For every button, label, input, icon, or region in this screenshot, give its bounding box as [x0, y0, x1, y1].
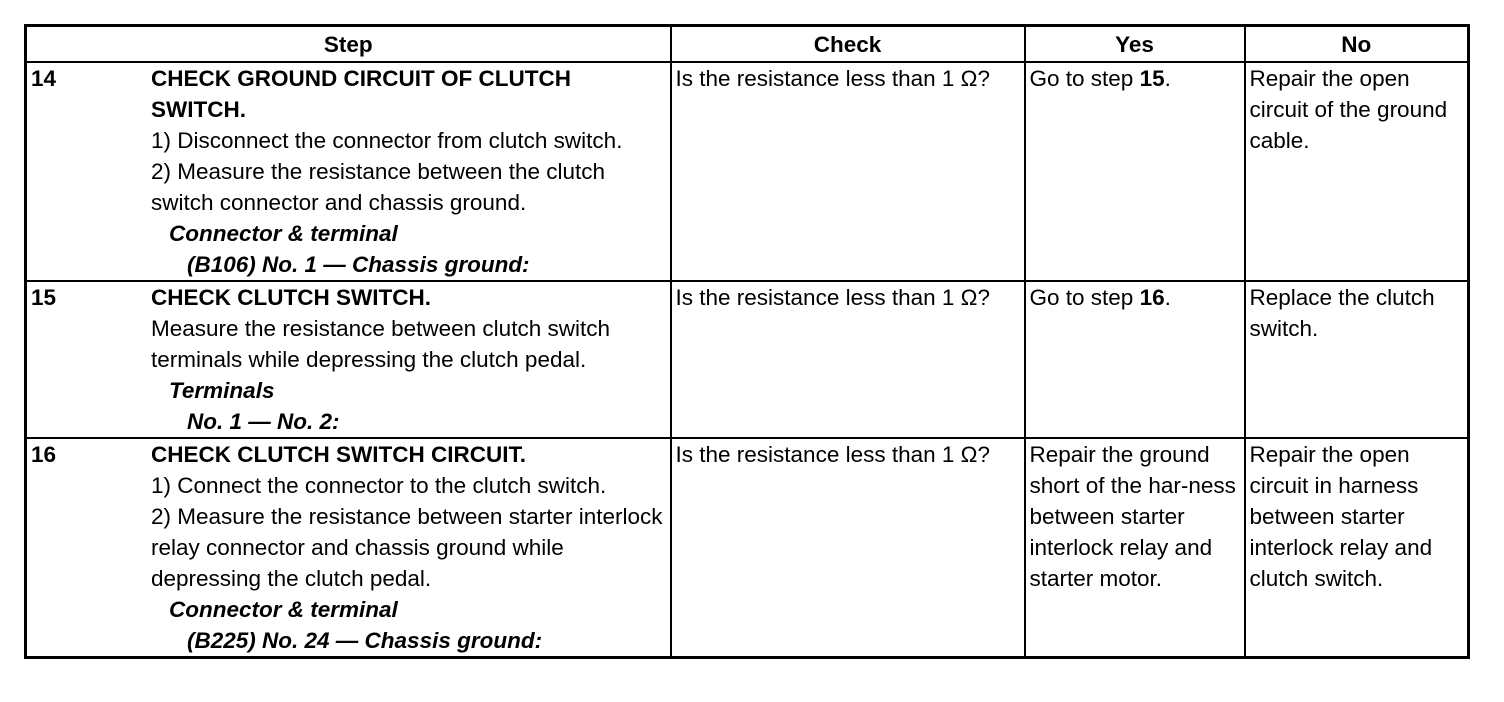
- table-row: [26, 281, 1469, 438]
- check-cell: Is the resistance less than 1 Ω?: [671, 281, 1025, 438]
- step-title: CHECK CLUTCH SWITCH CIRCUIT.: [151, 442, 526, 467]
- no-cell: Repair the open circuit in harness between starter interlock relay and clutch switch.: [1245, 438, 1469, 658]
- diagnostic-table: [24, 24, 1470, 659]
- step-title: CHECK CLUTCH SWITCH.: [151, 285, 431, 310]
- header-no: No: [1245, 26, 1469, 63]
- step-cell: [26, 281, 671, 438]
- table-row: [26, 438, 1469, 658]
- step-instruction: Measure the resistance between clutch switch terminals while depressing the clutch pedal.: [151, 316, 610, 372]
- no-cell: Repair the open circuit of the ground cable.: [1245, 62, 1469, 281]
- step-instruction: 2) Measure the resistance between starter interlock relay connector and chassis ground while depressing the clutch pedal.: [151, 504, 663, 591]
- no-cell: Replace the clutch switch.: [1245, 281, 1469, 438]
- spec-value: No. 1 — No. 2:: [187, 409, 340, 434]
- step-instruction: 2) Measure the resistance between the clutch switch connector and chassis ground.: [151, 159, 605, 215]
- yes-cell: Repair the ground short of the har-ness between starter interlock relay and starter motor.: [1025, 438, 1245, 658]
- step-cell: [26, 62, 671, 281]
- header-yes: Yes: [1025, 26, 1245, 63]
- yes-prefix: Go to step: [1029, 285, 1140, 310]
- yes-suffix: .: [1164, 66, 1171, 91]
- step-number: 16: [31, 442, 57, 467]
- spec-value: (B106) No. 1 — Chassis ground:: [187, 252, 530, 277]
- step-number: 15: [31, 285, 57, 310]
- table-row: [26, 62, 1469, 281]
- yes-cell: [1025, 62, 1245, 281]
- check-cell: Is the resistance less than 1 Ω?: [671, 438, 1025, 658]
- header-step: Step: [26, 26, 671, 63]
- step-title: CHECK GROUND CIRCUIT OF CLUTCH SWITCH.: [151, 66, 571, 122]
- step-instruction: 1) Disconnect the connector from clutch switch.: [151, 128, 623, 153]
- yes-step-link: 16: [1139, 285, 1165, 310]
- spec-label: Connector & terminal: [169, 597, 398, 622]
- yes-suffix: .: [1164, 285, 1171, 310]
- spec-label: Connector & terminal: [169, 221, 398, 246]
- spec-value: (B225) No. 24 — Chassis ground:: [187, 628, 543, 653]
- header-check: Check: [671, 26, 1025, 63]
- yes-step-link: 15: [1139, 66, 1165, 91]
- yes-prefix: Go to step: [1029, 66, 1140, 91]
- check-cell: Is the resistance less than 1 Ω?: [671, 62, 1025, 281]
- step-number: 14: [31, 66, 57, 91]
- step-cell: [26, 438, 671, 658]
- table-header-row: [26, 26, 1469, 63]
- spec-label: Terminals: [169, 378, 275, 403]
- yes-cell: [1025, 281, 1245, 438]
- step-instruction: 1) Connect the connector to the clutch switch.: [151, 473, 607, 498]
